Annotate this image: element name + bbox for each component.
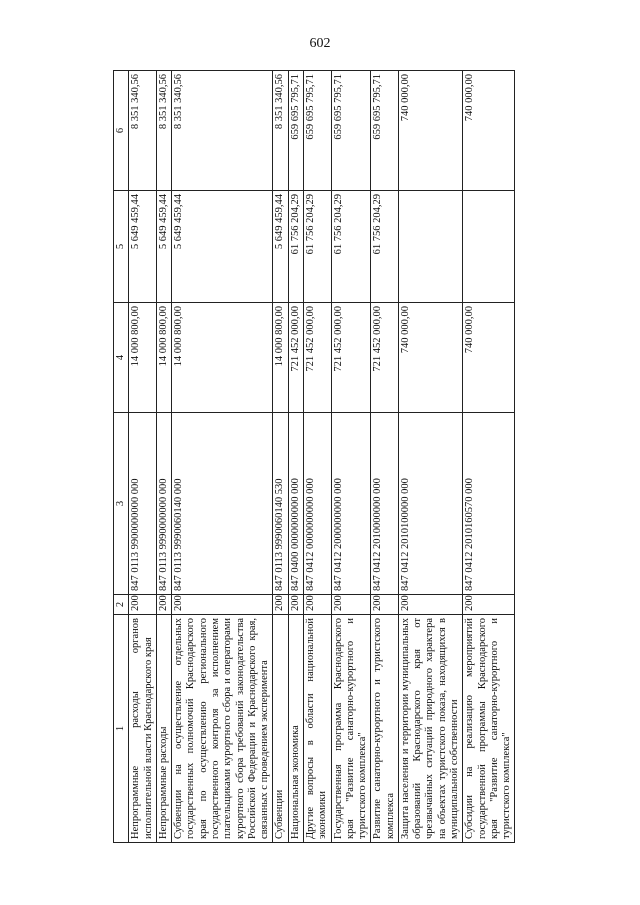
table-row [288,71,303,843]
row-approved-amount: 14 000 800,00 [129,303,157,413]
table-row [172,71,273,843]
row-group-code: 200 [398,595,462,615]
table-row [331,71,371,843]
row-approved-amount: 721 452 000,00 [288,303,303,413]
row-group-code: 200 [463,595,515,615]
row-approved-amount: 14 000 800,00 [156,303,171,413]
row-name: Национальная экономика [288,615,303,843]
column-header: 5 [114,191,129,303]
row-approved-amount: 721 452 000,00 [303,303,331,413]
table-body [129,71,515,843]
page-number: 602 [309,36,331,51]
budget-table-container [113,71,561,843]
row-remaining-amount: 8 351 340,56 [156,71,171,191]
row-group-code: 200 [172,595,273,615]
row-executed-amount: 61 756 204,29 [303,191,331,303]
column-header: 4 [114,303,129,413]
column-header: 6 [114,71,129,191]
row-group-code: 200 [331,595,371,615]
row-name: Субвенции на осуществление отдельных государственных полномочий Краснодарского края по осуществлению регионального государственного контроля за исполнением плательщиками курортного сбора и операторами курортного сбора требований законодательства Российской Федерации и Краснодарского края, связанных с проведением эксперимента [172,615,273,843]
row-classification-code: 847 0113 9990060140 530 [273,413,288,595]
row-group-code: 200 [273,595,288,615]
row-classification-code: 847 0412 2000000000 000 [331,413,371,595]
row-executed-amount: 61 756 204,29 [331,191,371,303]
row-executed-amount: 5 649 459,44 [172,191,273,303]
row-classification-code: 847 0412 0000000000 000 [303,413,331,595]
row-classification-code: 847 0412 2010160570 000 [463,413,515,595]
row-group-code: 200 [156,595,171,615]
row-classification-code: 847 0400 0000000000 000 [288,413,303,595]
row-remaining-amount: 659 695 795,71 [303,71,331,191]
budget-table [113,70,515,843]
row-group-code: 200 [288,595,303,615]
row-remaining-amount: 659 695 795,71 [331,71,371,191]
row-name: Защита населения и территории муниципальных образований Краснодарского края от чрезвычайных ситуаций природного характера на объектах туристского показа, находящихся в муниципальной собственности [398,615,462,843]
table-row [463,71,515,843]
row-classification-code: 847 0113 9990060140 000 [172,413,273,595]
row-executed-amount: 61 756 204,29 [371,191,399,303]
column-header: 1 [114,615,129,843]
table-row [398,71,462,843]
row-approved-amount: 721 452 000,00 [331,303,371,413]
row-executed-amount [398,191,462,303]
row-name: Субвенции [273,615,288,843]
row-remaining-amount: 740 000,00 [463,71,515,191]
row-classification-code: 847 0412 2010100000 000 [398,413,462,595]
row-executed-amount: 5 649 459,44 [273,191,288,303]
row-classification-code: 847 0412 2010000000 000 [371,413,399,595]
row-name: Непрограммные расходы органов исполнительной власти Краснодарского края [129,615,157,843]
row-remaining-amount: 8 351 340,56 [129,71,157,191]
row-name: Государственная программа Краснодарского края "Развитие санаторно-курортного и туристского комплекса" [331,615,371,843]
table-row [156,71,171,843]
row-classification-code: 847 0113 9990000000 000 [156,413,171,595]
row-group-code: 200 [371,595,399,615]
row-remaining-amount: 740 000,00 [398,71,462,191]
table-row [273,71,288,843]
row-name: Развитие санаторно-курортного и туристского комплекса [371,615,399,843]
row-approved-amount: 14 000 800,00 [172,303,273,413]
row-executed-amount [463,191,515,303]
table-row [371,71,399,843]
column-header: 2 [114,595,129,615]
row-group-code: 200 [303,595,331,615]
row-name: Непрограммные расходы [156,615,171,843]
table-row [303,71,331,843]
row-remaining-amount: 659 695 795,71 [288,71,303,191]
row-executed-amount: 5 649 459,44 [156,191,171,303]
row-approved-amount: 740 000,00 [398,303,462,413]
row-approved-amount: 14 000 800,00 [273,303,288,413]
row-remaining-amount: 8 351 340,56 [172,71,273,191]
row-classification-code: 847 0113 9900000000 000 [129,413,157,595]
column-header: 3 [114,413,129,595]
row-approved-amount: 740 000,00 [463,303,515,413]
row-remaining-amount: 8 351 340,56 [273,71,288,191]
row-remaining-amount: 659 695 795,71 [371,71,399,191]
table-header-row [114,71,129,843]
row-group-code: 200 [129,595,157,615]
table-row [129,71,157,843]
row-name: Субсидии на реализацию мероприятий государственной программы Краснодарского края "Развитие санаторно-курортного и туристского комплекса" [463,615,515,843]
row-approved-amount: 721 452 000,00 [371,303,399,413]
row-executed-amount: 5 649 459,44 [129,191,157,303]
row-executed-amount: 61 756 204,29 [288,191,303,303]
row-name: Другие вопросы в области национальной экономики [303,615,331,843]
